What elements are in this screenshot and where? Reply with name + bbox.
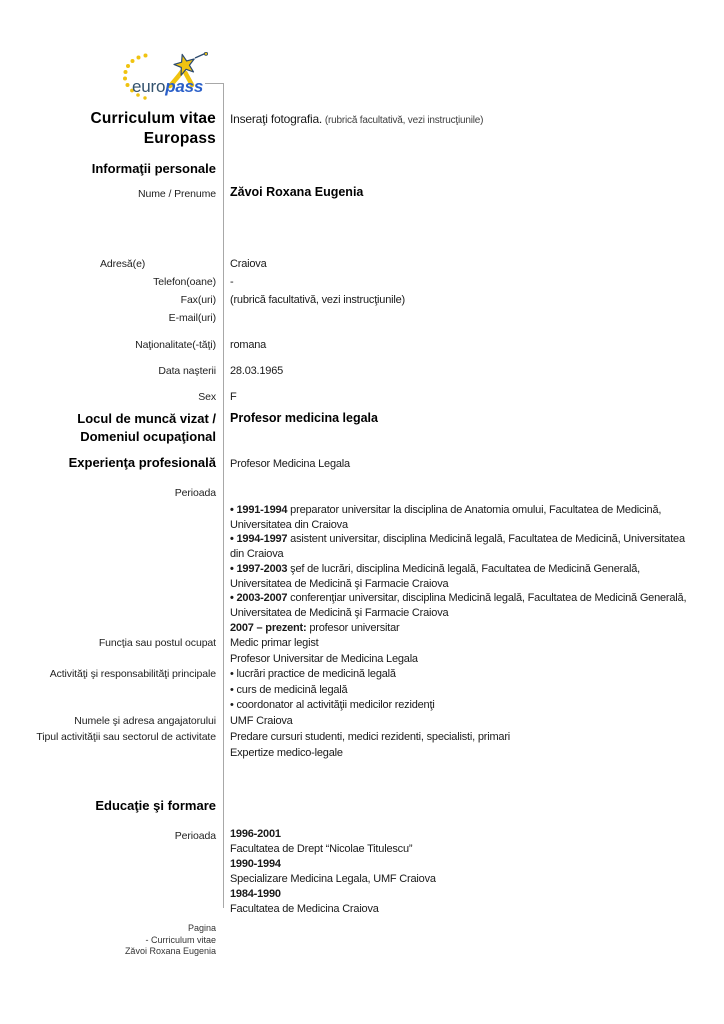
experience-item-period: 1997-2003 (236, 562, 288, 575)
value-experience-title: Profesor Medicina Legala (230, 458, 350, 470)
education-entry-period: 1984-1990 (230, 888, 281, 900)
experience-item-text: asistent universitar, disciplina Medicină legală, Facultatea de Medicină, Universitatea din Craiova (230, 533, 685, 561)
value-data-nasterii: 28.03.1965 (230, 365, 284, 377)
education-entry-detail: Specializare Medicina Legala, UMF Craiova (230, 873, 436, 885)
footer-pagina: Pagina (187, 923, 216, 933)
page-title-line1: Curriculum vitae (90, 110, 216, 127)
education-entry-detail: Facultatea de Drept “Nicolae Titulescu” (230, 843, 413, 855)
experience-item-text: conferenţiar universitar, disciplina Medicină legală, Facultatea de Medicină Generală, Universitatea de Medicină şi Farmacie Craiova (230, 592, 687, 619)
logo-connector-line (205, 83, 223, 84)
footer-doc-type: - Curriculum vitae (145, 934, 216, 945)
logo-pass-label: pass (165, 77, 204, 96)
value-nume-prenume: Zăvoi Roxana Eugenia (230, 185, 364, 199)
column-divider-line (223, 83, 224, 908)
label-functia: Funcţia sau postul ocupat (98, 637, 216, 649)
sector-line2: Expertize medico-legale (230, 746, 343, 759)
experience-item-text: profesor universitar (306, 621, 400, 634)
experience-item-text: şef de lucrări, disciplina Medicină legală, Facultatea de Medicină Generală, Universitatea de Medicină şi Farmacie Craiova (230, 562, 641, 590)
label-perioada-experience: Perioada (174, 487, 216, 499)
photo-note-text: Inseraţi fotografia. (230, 112, 323, 126)
section-heading-personal: Informaţii personale (91, 161, 216, 176)
label-sex: Sex (198, 391, 216, 403)
experience-item-period: 2003-2007 (236, 592, 288, 605)
sector-line1: Predare cursuri studenti, medici rezidenti, specialisti, primari (230, 731, 511, 743)
job-target-label-line1: Locul de muncă vizat / (77, 411, 216, 426)
europass-logo-text (132, 78, 203, 96)
value-activitati (230, 667, 700, 714)
education-period-list (230, 827, 700, 917)
value-telefon: - (230, 276, 234, 288)
experience-item-bullet: • (230, 562, 237, 575)
photo-note (230, 112, 700, 129)
activity-item: • coordonator al activităţii medicilor rezidenţi (230, 699, 435, 711)
experience-item-text: preparator universitar la disciplina de Anatomia omului, Facultatea de Medicină, Universitatea din Craiova (230, 504, 662, 531)
experience-item-bullet: • (230, 504, 237, 516)
label-perioada-education: Perioada (174, 830, 216, 842)
value-adresa: Craiova (230, 258, 267, 270)
label-data-nasterii: Data naşterii (158, 365, 216, 377)
value-functia-line2: Profesor Universitar de Medicina Legala (230, 652, 418, 665)
value-sex: F (230, 391, 237, 403)
label-email: E-mail(uri) (168, 312, 216, 324)
job-target-label-line2: Domeniul ocupaţional (80, 429, 216, 444)
experience-item (230, 621, 700, 636)
education-entry-period: 1990-1994 (230, 858, 281, 870)
page-title (90, 109, 216, 149)
value-functia (230, 636, 700, 667)
label-tipul-activitatii: Tipul activităţii sau sectorul de activitate (36, 731, 216, 743)
education-entry-detail: Facultatea de Medicina Craiova (230, 903, 379, 915)
experience-item (230, 562, 700, 591)
experience-item (230, 503, 700, 532)
value-nationalitate: romana (230, 339, 267, 351)
experience-item-bullet: • (230, 592, 237, 605)
value-tipul-activitatii (230, 730, 700, 761)
label-activitati: Activităţi şi responsabilităţi principale (49, 668, 216, 680)
photo-note-hint: (rubrică facultativă, vezi instrucţiunile) (324, 115, 484, 126)
section-heading-job-target (77, 410, 216, 446)
section-heading-experience: Experienţa profesională (68, 455, 216, 470)
label-telefon: Telefon(oane) (153, 276, 216, 288)
logo-euro-label: euro (132, 77, 166, 96)
experience-item-period: 1991-1994 (236, 504, 288, 516)
label-adresa: Adresă(e) (100, 258, 146, 270)
footer-author: Zăvoi Roxana Eugenia (124, 946, 216, 956)
experience-item-bullet: • (230, 533, 237, 546)
label-angajator: Numele şi adresa angajatorului (74, 715, 216, 727)
value-angajator: UMF Craiova (230, 715, 293, 727)
label-nationalitate: Naţionalitate(-tăţi) (135, 339, 216, 351)
page-title-line2: Europass (143, 130, 216, 147)
education-entry-period: 1996-2001 (230, 828, 281, 840)
experience-item (230, 532, 700, 561)
page-footer (125, 923, 216, 958)
experience-item (230, 591, 700, 620)
label-nume-prenume: Nume / Prenume (138, 188, 216, 200)
section-heading-education: Educaţie şi formare (95, 798, 216, 813)
experience-item-period: 1994-1997 (236, 533, 288, 546)
value-job-target: Profesor medicina legala (230, 411, 378, 425)
value-functia-line1: Medic primar legist (230, 637, 319, 649)
value-fax: (rubrică facultativă, vezi instrucţiunile) (230, 294, 406, 306)
activity-item: • curs de medicină legală (230, 683, 348, 696)
activity-item: • lucrări practice de medicină legală (230, 668, 396, 680)
experience-period-list (230, 503, 700, 635)
label-fax: Fax(uri) (180, 294, 216, 306)
experience-item-period: 2007 – prezent: (230, 621, 307, 634)
